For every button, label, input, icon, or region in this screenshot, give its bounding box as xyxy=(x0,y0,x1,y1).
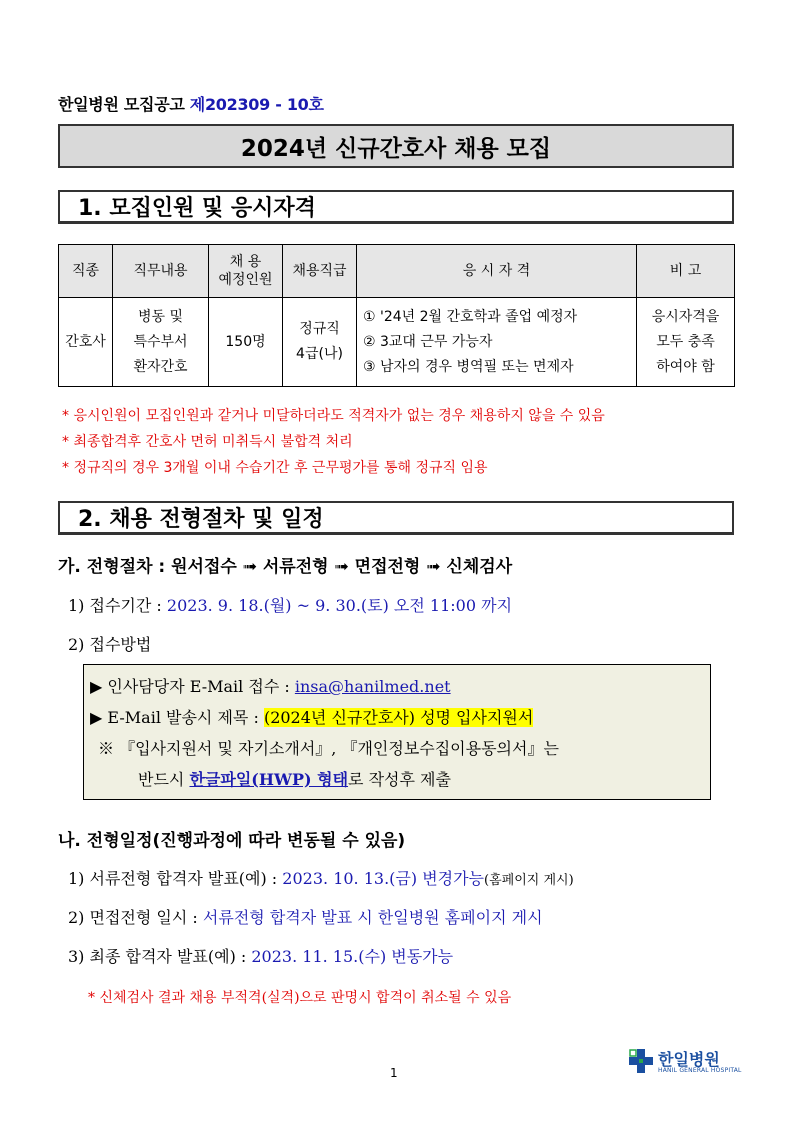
remarks-line: 하여야 함 xyxy=(656,358,715,375)
cell-job: 간호사 xyxy=(59,298,113,387)
email-label: ▶ 인사담당자 E-Mail 접수 : xyxy=(90,677,295,696)
file-format-line xyxy=(90,764,710,795)
physical-exam-note: * 신체검사 결과 채용 부적격(실격)으로 판명시 합격이 취소될 수 있음 xyxy=(88,990,512,1006)
table-header-grade: 채용직급 xyxy=(283,245,357,298)
remarks-line: 응시자격을 xyxy=(651,308,720,325)
hospital-logo xyxy=(628,1046,742,1078)
logo-name: 한일병원 xyxy=(658,1050,720,1069)
period-label: 1) 접수기간 : xyxy=(68,596,167,615)
grade-line: 정규직 xyxy=(299,321,340,337)
table-header-duty: 직무내용 xyxy=(113,245,209,298)
note-item: * 정규직의 경우 3개월 이내 수습기간 후 근무평가를 통해 정규직 임용 xyxy=(62,460,488,476)
schedule-item-label: 2) 면접전형 일시 : xyxy=(68,908,203,927)
schedule-item-2 xyxy=(68,905,543,928)
hwp-format: 한글파일(HWP) 형태 xyxy=(189,770,349,789)
qualification-item: ② 3교대 근무 가능자 xyxy=(363,333,493,350)
logo-eng: HANIL GENERAL HOSPITAL xyxy=(658,1067,742,1074)
table-header-qualification: 응 시 자 격 xyxy=(357,245,637,298)
duty-line: 환자간호 xyxy=(133,358,188,375)
application-period xyxy=(68,593,512,616)
page-title: 2024년 신규간호사 채용 모집 xyxy=(58,124,734,168)
qualification-item: ① '24년 2월 간호학과 졸업 예정자 xyxy=(363,308,578,325)
recruit-table xyxy=(58,244,735,387)
cell-remarks xyxy=(637,298,735,387)
notice-number xyxy=(58,92,324,115)
table-row xyxy=(59,298,735,387)
table-header-row xyxy=(59,245,735,298)
subject-value: (2024년 신규간호사) 성명 입사지원서 xyxy=(263,708,534,727)
table-header-remarks: 비 고 xyxy=(637,245,735,298)
application-box xyxy=(83,664,711,800)
duty-line: 특수부서 xyxy=(133,333,188,350)
cell-grade xyxy=(283,298,357,387)
section2-title: 2. 채용 전형절차 및 일정 xyxy=(58,501,734,535)
note-item: * 최종합격후 간호사 면허 미취득시 불합격 처리 xyxy=(62,434,353,450)
table-header-count: 채 용 예정인원 xyxy=(209,245,283,298)
grade-line: 4급(나) xyxy=(296,346,343,362)
email-link[interactable]: insa@hanilmed.net xyxy=(294,677,451,696)
cell-count: 150명 xyxy=(209,298,283,387)
schedule-item-value: 서류전형 합격자 발표 시 한일병원 홈페이지 게시 xyxy=(202,908,543,927)
file-format-suffix: 로 작성후 제출 xyxy=(348,770,451,789)
process-title: 가. 전형절차 : 원서접수 ➟ 서류전형 ➟ 면접전형 ➟ 신체검사 xyxy=(58,557,513,577)
notice-prefix: 한일병원 모집공고 xyxy=(58,95,190,114)
cell-duty xyxy=(113,298,209,387)
application-method-label: 2) 접수방법 xyxy=(68,635,152,654)
subject-label: ▶ E-Mail 발송시 제목 : xyxy=(90,708,264,727)
subject-line xyxy=(90,702,710,733)
cross-logo-icon xyxy=(628,1048,654,1074)
qualification-item: ③ 남자의 경우 병역필 또는 면제자 xyxy=(363,358,574,375)
schedule-item-label: 1) 서류전형 합격자 발표(예) : xyxy=(68,869,283,888)
schedule-title: 나. 전형일정(진행과정에 따라 변동될 수 있음) xyxy=(58,831,406,851)
file-note-line: ※ 『입사지원서 및 자기소개서』, 『개인정보수집이용동의서』는 xyxy=(98,739,559,758)
schedule-item-suffix: (홈페이지 게시) xyxy=(484,873,574,888)
note-item: * 응시인원이 모집인원과 같거나 미달하더라도 적격자가 없는 경우 채용하지 않을 수 있음 xyxy=(62,408,605,424)
schedule-item-1 xyxy=(68,866,574,889)
schedule-item-value: 2023. 11. 15.(수) 변동가능 xyxy=(251,947,454,966)
file-format-prefix: 반드시 xyxy=(138,770,190,789)
schedule-item-3 xyxy=(68,944,453,967)
schedule-item-value: 2023. 10. 13.(금) 변경가능 xyxy=(282,869,485,888)
schedule-item-label: 3) 최종 합격자 발표(예) : xyxy=(68,947,252,966)
section1-title: 1. 모집인원 및 응시자격 xyxy=(58,190,734,224)
email-line xyxy=(90,671,710,702)
table-header-job: 직종 xyxy=(59,245,113,298)
notice-number-value: 제202309 - 10호 xyxy=(189,95,324,114)
duty-line: 병동 및 xyxy=(137,308,184,325)
recruit-notes xyxy=(62,403,605,481)
cell-qualifications xyxy=(357,298,637,387)
page-number: 1 xyxy=(390,1066,398,1080)
period-value: 2023. 9. 18.(월) ~ 9. 30.(토) 오전 11:00 까지 xyxy=(166,596,513,615)
remarks-line: 모두 충족 xyxy=(656,333,715,350)
